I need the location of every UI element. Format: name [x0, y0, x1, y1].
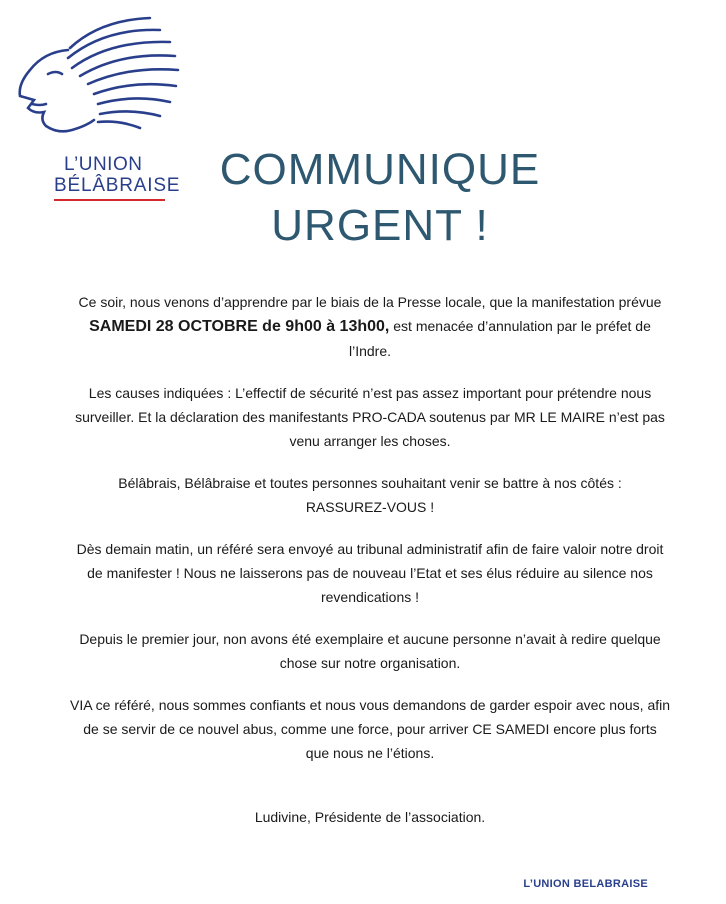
title-line1: COMMUNIQUE — [219, 145, 541, 194]
lion-head-icon — [10, 8, 185, 153]
page-title — [180, 142, 580, 254]
signature: Ludivine, Présidente de l’association. — [254, 809, 486, 825]
logo-underline — [54, 199, 165, 201]
paragraph-reassure-line2: RASSUREZ-VOUS ! — [305, 499, 435, 515]
footer-brand: L’UNION BELABRAISE — [523, 878, 648, 890]
logo-text-line1: L’UNION — [64, 154, 143, 175]
logo-text-line2: BÉLÂBRAISE — [54, 175, 181, 196]
title-line2: URGENT ! — [271, 201, 489, 250]
communique-body — [70, 290, 670, 829]
paragraph-causes: Les causes indiquées : L’effectif de sécurité n’est pas assez important pour prétendre nous surveiller. Et la déclaration des manifestants PRO-CADA soutenus par MR LE MAIRE n’est pas venu arranger les choses. — [75, 385, 665, 449]
paragraph-reassure — [70, 471, 670, 519]
logo — [10, 8, 185, 198]
paragraph-reassure-line1: Bélâbrais, Bélâbraise et toutes personnes souhaitant venir se battre à nos côtés : — [118, 475, 622, 491]
paragraph-refere: Dès demain matin, un référé sera envoyé au tribunal administratif afin de faire valoir notre droit de manifester ! Nous ne laisserons pas de nouveau l’Etat et ses élus réduire au silence nos revendications ! — [76, 541, 664, 605]
event-date: SAMEDI 28 OCTOBRE de 9h00 à 13h00, — [89, 318, 390, 335]
paragraph-announcement-start: Ce soir, nous venons d’apprendre par le biais de la Presse locale, que la manifestation prévue — [78, 294, 662, 310]
paragraph-announcement-end: est menacée d’annulation par le préfet de l’Indre. — [348, 318, 651, 359]
paragraph-announcement — [70, 290, 670, 363]
paragraph-exemplary: Depuis le premier jour, non avons été exemplaire et aucune personne n’avait à redire quelque chose sur notre organisation. — [79, 631, 661, 671]
paragraph-hope: VIA ce référé, nous sommes confiants et nous vous demandons de garder espoir avec nous, afin de se servir de ce nouvel abus, comme une force, pour arriver CE SAMEDI encore plus forts que nous ne l’étions. — [70, 697, 671, 761]
